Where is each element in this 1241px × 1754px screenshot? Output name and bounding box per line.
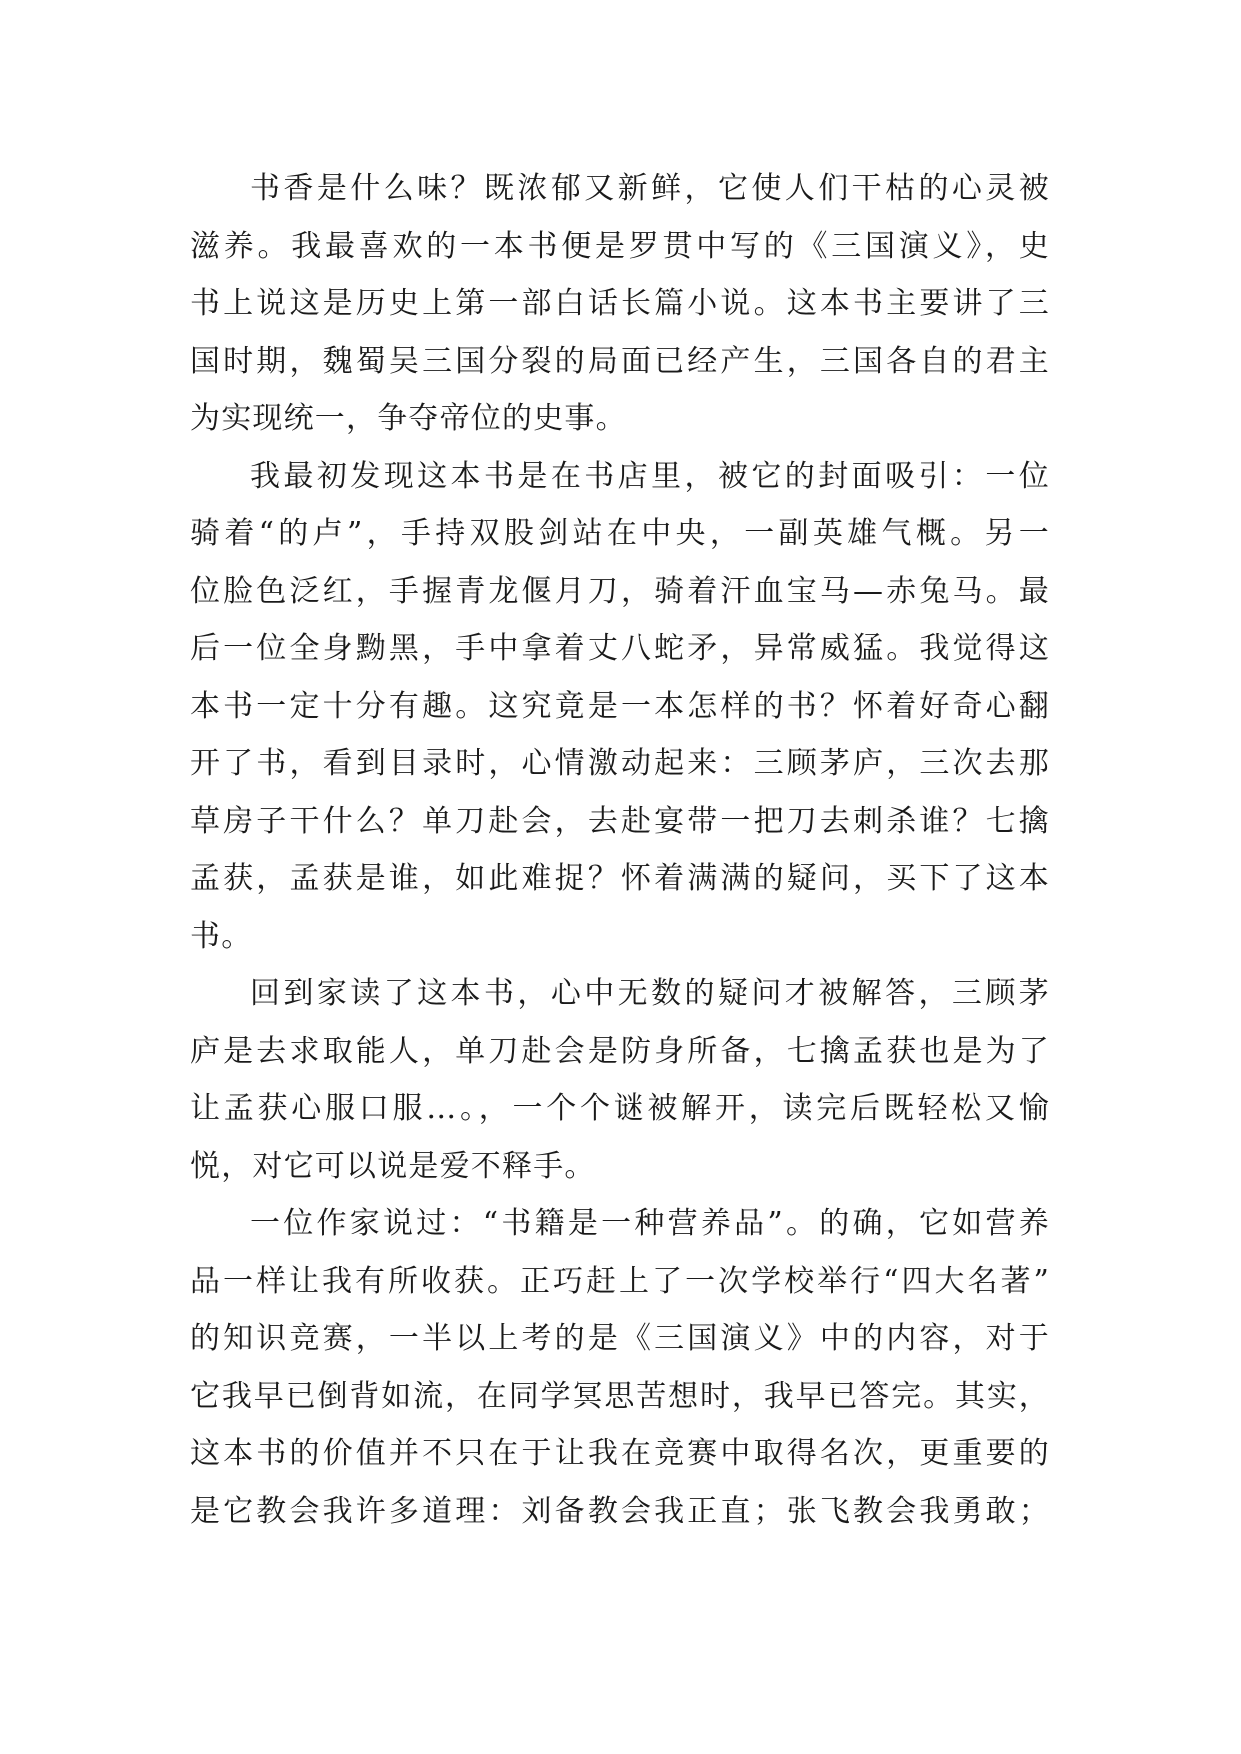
text-line: 这本书的价值并不只在于让我在竞赛中取得名次，更重要的 <box>190 1436 1050 1471</box>
text-line: 品一样让我有所收获。正巧赶上了一次学校举行“四大名著” <box>190 1263 1050 1299</box>
text-line: 为实现统一，争夺帝位的史事。 <box>190 401 627 436</box>
text-line: 悦，对它可以说是爱不释手。 <box>190 1148 596 1184</box>
text-line: 庐是去求取能人，单刀赴会是防身所备，七擒孟获也是为了 <box>190 1033 1050 1069</box>
paragraph <box>190 448 1050 966</box>
text-line: 本书一定十分有趣。这究竟是一本怎样的书？怀着好奇心翻 <box>190 688 1050 724</box>
text-line: 滋养。我最喜欢的一本书便是罗贯中写的《三国演义》，史 <box>190 228 1050 264</box>
text-line: 书。 <box>190 918 253 954</box>
text-line: 国时期，魏蜀吴三国分裂的局面已经产生，三国各自的君主 <box>190 343 1050 379</box>
text-line: 回到家读了这本书，心中无数的疑问才被解答，三顾茅 <box>250 976 1050 1011</box>
paragraph <box>190 1195 1050 1540</box>
text-line: 书香是什么味？既浓郁又新鲜，它使人们干枯的心灵被 <box>250 171 1050 206</box>
text-line: 草房子干什么？单刀赴会，去赴宴带一把刀去刺杀谁？七擒 <box>190 803 1050 839</box>
text-line: 让孟获心服口服…。，一个个谜被解开，读完后既轻松又愉 <box>190 1091 1050 1126</box>
text-line: 孟获，孟获是谁，如此难捉？怀着满满的疑问，买下了这本 <box>190 861 1050 896</box>
text-line: 开了书，看到目录时，心情激动起来：三顾茅庐，三次去那 <box>190 746 1050 781</box>
document-body <box>190 160 1050 1540</box>
text-line: 我最初发现这本书是在书店里，被它的封面吸引：一位 <box>250 458 1050 494</box>
text-line: 它我早已倒背如流，在同学冥思苦想时，我早已答完。其实， <box>190 1378 1050 1414</box>
paragraph <box>190 160 1050 448</box>
text-line: 的知识竞赛，一半以上考的是《三国演义》中的内容，对于 <box>190 1321 1050 1356</box>
text-line: 一位作家说过：“书籍是一种营养品”。的确，它如营养 <box>250 1206 1050 1241</box>
text-line: 书上说这是历史上第一部白话长篇小说。这本书主要讲了三 <box>190 286 1050 321</box>
paragraph <box>190 965 1050 1195</box>
text-line: 后一位全身黝黑，手中拿着丈八蛇矛，异常威猛。我觉得这 <box>190 631 1050 666</box>
text-line: 位脸色泛红，手握青龙偃月刀，骑着汗血宝马—赤兔马。最 <box>190 573 1050 609</box>
text-line: 骑着“的卢”，手持双股剑站在中央，一副英雄气概。另一 <box>190 516 1050 551</box>
text-line: 是它教会我许多道理：刘备教会我正直；张飞教会我勇敢； <box>190 1493 1050 1529</box>
